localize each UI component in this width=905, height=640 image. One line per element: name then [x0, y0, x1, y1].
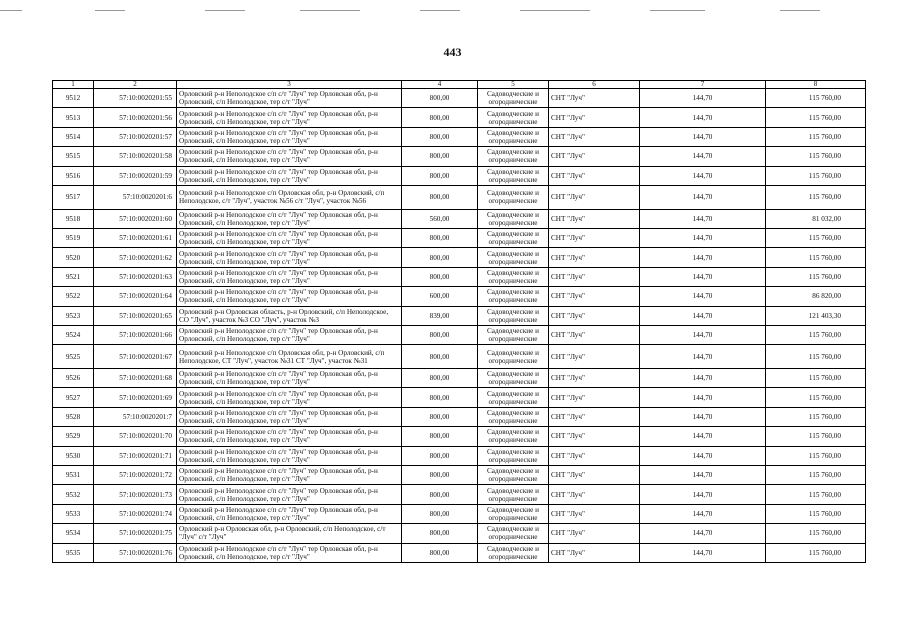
column-number: 2 [94, 81, 177, 89]
cadastral-number-cell: 57:10:0020201:55 [94, 89, 177, 108]
table-row [53, 108, 866, 127]
cadastral-number-cell: 57:10:0020201:70 [94, 427, 177, 446]
cadastral-value-cell: 115 760,00 [766, 407, 866, 426]
address-cell: Орловский р-н Неполодское с/п Орловская обл, р-н Орловский, с/п Неполодское, с/т "Луч", участок №56 с/т "Луч", участок №56 [177, 185, 402, 209]
cadastral-value-cell: 115 760,00 [766, 543, 866, 562]
rate-cell: 144,70 [640, 388, 766, 407]
organization-cell: СНТ "Луч" [549, 89, 640, 108]
cadastral-value-cell: 115 760,00 [766, 369, 866, 388]
land-use-cell: Садоводческие и огороднические [478, 306, 549, 325]
cadastral-number-cell: 57:10:0020201:72 [94, 466, 177, 485]
cadastral-value-cell: 115 760,00 [766, 504, 866, 523]
land-use-cell: Садоводческие и огороднические [478, 325, 549, 344]
table-row [53, 369, 866, 388]
row-number-cell: 9526 [53, 369, 94, 388]
area-cell: 800,00 [402, 248, 478, 267]
land-use-cell: Садоводческие и огороднические [478, 287, 549, 306]
page-number: 443 [443, 45, 462, 59]
address-cell: Орловский р-н Неполодское с/п с/т "Луч" тер Орловская обл, р-н Орловский, с/п Неполодское, тер с/т "Луч" [177, 325, 402, 344]
address-cell: Орловский р-н Неполодское с/п Орловская обл, р-н Орловский, с/п Неполодское, СТ "Луч", участок №31 СТ "Луч", участок №31 [177, 345, 402, 369]
cadastral-value-cell: 115 760,00 [766, 267, 866, 286]
land-use-cell: Садоводческие и огороднические [478, 267, 549, 286]
cadastral-value-cell: 115 760,00 [766, 229, 866, 248]
cadastral-value-cell: 81 032,00 [766, 209, 866, 228]
area-cell: 800,00 [402, 446, 478, 465]
land-use-cell: Садоводческие и огороднические [478, 388, 549, 407]
address-cell: Орловский р-н Неполодское с/п с/т "Луч" тер Орловская обл, р-н Орловский, с/п Неполодское, тер с/т "Луч" [177, 427, 402, 446]
area-cell: 800,00 [402, 325, 478, 344]
cadastral-value-cell: 115 760,00 [766, 427, 866, 446]
rate-cell: 144,70 [640, 407, 766, 426]
organization-cell: СНТ "Луч" [549, 325, 640, 344]
cadastral-number-cell: 57:10:0020201:61 [94, 229, 177, 248]
row-number-cell: 9517 [53, 185, 94, 209]
table-row [53, 166, 866, 185]
column-number: 3 [177, 81, 402, 89]
address-cell: Орловский р-н Неполодское с/п с/т "Луч" тер Орловская обл, р-н Орловский, с/п Неполодское, тер с/т "Луч" [177, 209, 402, 228]
area-cell: 800,00 [402, 388, 478, 407]
table-row [53, 446, 866, 465]
address-cell: Орловский р-н Неполодское с/п с/т "Луч" тер Орловская обл, р-н Орловский, с/п Неполодское, тер с/т "Луч" [177, 287, 402, 306]
cadastral-value-cell: 115 760,00 [766, 147, 866, 166]
organization-cell: СНТ "Луч" [549, 369, 640, 388]
row-number-cell: 9522 [53, 287, 94, 306]
row-number-cell: 9533 [53, 504, 94, 523]
address-cell: Орловский р-н Неполодское с/п с/т "Луч" тер Орловская обл, р-н Орловский, с/п Неполодское, тер с/т "Луч" [177, 504, 402, 523]
row-number-cell: 9515 [53, 147, 94, 166]
land-use-cell: Садоводческие и огороднические [478, 446, 549, 465]
cadastral-number-cell: 57:10:0020201:67 [94, 345, 177, 369]
rate-cell: 144,70 [640, 524, 766, 543]
table-row [53, 147, 866, 166]
area-cell: 839,00 [402, 306, 478, 325]
address-cell: Орловский р-н Орловская обл, р-н Орловский, с/п Неполодское, с/т "Луч" с/т "Луч" [177, 524, 402, 543]
table-row [53, 543, 866, 562]
table-row [53, 306, 866, 325]
organization-cell: СНТ "Луч" [549, 524, 640, 543]
land-use-cell: Садоводческие и огороднические [478, 166, 549, 185]
organization-cell: СНТ "Луч" [549, 427, 640, 446]
table-row [53, 325, 866, 344]
row-number-cell: 9512 [53, 89, 94, 108]
area-cell: 600,00 [402, 287, 478, 306]
rate-cell: 144,70 [640, 504, 766, 523]
address-cell: Орловский р-н Неполодское с/п с/т "Луч" тер Орловская обл, р-н Орловский, с/п Неполодское, тер с/т "Луч" [177, 248, 402, 267]
row-number-cell: 9534 [53, 524, 94, 543]
table-row [53, 485, 866, 504]
cadastral-value-cell: 115 760,00 [766, 127, 866, 146]
address-cell: Орловский р-н Неполодское с/п с/т "Луч" тер Орловская обл, р-н Орловский, с/п Неполодское, тер с/т "Луч" [177, 267, 402, 286]
area-cell: 800,00 [402, 466, 478, 485]
rate-cell: 144,70 [640, 369, 766, 388]
rate-cell: 144,70 [640, 89, 766, 108]
cadastral-value-cell: 115 760,00 [766, 485, 866, 504]
cadastral-number-cell: 57:10:0020201:59 [94, 166, 177, 185]
organization-cell: СНТ "Луч" [549, 267, 640, 286]
land-use-cell: Садоводческие и огороднические [478, 369, 549, 388]
organization-cell: СНТ "Луч" [549, 287, 640, 306]
address-cell: Орловский р-н Неполодское с/п с/т "Луч" тер Орловская обл, р-н Орловский, с/п Неполодское, тер с/т "Луч" [177, 369, 402, 388]
cadastral-number-cell: 57:10:0020201:73 [94, 485, 177, 504]
row-number-cell: 9527 [53, 388, 94, 407]
organization-cell: СНТ "Луч" [549, 127, 640, 146]
cadastral-value-cell: 115 760,00 [766, 325, 866, 344]
cadastral-number-cell: 57:10:0020201:71 [94, 446, 177, 465]
organization-cell: СНТ "Луч" [549, 388, 640, 407]
organization-cell: СНТ "Луч" [549, 248, 640, 267]
cadastral-number-cell: 57:10:0020201:6 [94, 185, 177, 209]
rate-cell: 144,70 [640, 248, 766, 267]
land-use-cell: Садоводческие и огороднические [478, 127, 549, 146]
cadastral-value-cell: 115 760,00 [766, 185, 866, 209]
cadastral-number-cell: 57:10:0020201:7 [94, 407, 177, 426]
cadastral-number-cell: 57:10:0020201:76 [94, 543, 177, 562]
column-number: 4 [402, 81, 478, 89]
cadastral-value-cell: 115 760,00 [766, 388, 866, 407]
scan-artifacts [0, 0, 905, 22]
area-cell: 800,00 [402, 543, 478, 562]
column-number: 5 [478, 81, 549, 89]
row-number-cell: 9529 [53, 427, 94, 446]
organization-cell: СНТ "Луч" [549, 504, 640, 523]
area-cell: 800,00 [402, 504, 478, 523]
land-use-cell: Садоводческие и огороднические [478, 248, 549, 267]
cadastral-value-cell: 115 760,00 [766, 446, 866, 465]
row-number-cell: 9530 [53, 446, 94, 465]
rate-cell: 144,70 [640, 108, 766, 127]
row-number-cell: 9521 [53, 267, 94, 286]
cadastral-value-cell: 115 760,00 [766, 166, 866, 185]
table-row [53, 388, 866, 407]
table-row [53, 524, 866, 543]
row-number-cell: 9525 [53, 345, 94, 369]
area-cell: 800,00 [402, 108, 478, 127]
cadastral-number-cell: 57:10:0020201:58 [94, 147, 177, 166]
row-number-cell: 9531 [53, 466, 94, 485]
area-cell: 800,00 [402, 166, 478, 185]
organization-cell: СНТ "Луч" [549, 147, 640, 166]
address-cell: Орловский р-н Неполодское с/п с/т "Луч" тер Орловская обл, р-н Орловский, с/п Неполодское, тер с/т "Луч" [177, 147, 402, 166]
address-cell: Орловский р-н Неполодское с/п с/т "Луч" тер Орловская обл, р-н Орловский, с/п Неполодское, тер с/т "Луч" [177, 166, 402, 185]
area-cell: 800,00 [402, 89, 478, 108]
rate-cell: 144,70 [640, 446, 766, 465]
area-cell: 560,00 [402, 209, 478, 228]
address-cell: Орловский р-н Неполодское с/п с/т "Луч" тер Орловская обл, р-н Орловский, с/п Неполодское, тер с/т "Луч" [177, 388, 402, 407]
rate-cell: 144,70 [640, 543, 766, 562]
column-number: 7 [640, 81, 766, 89]
table-row [53, 127, 866, 146]
organization-cell: СНТ "Луч" [549, 185, 640, 209]
area-cell: 800,00 [402, 407, 478, 426]
rate-cell: 144,70 [640, 229, 766, 248]
table-row [53, 185, 866, 209]
table-row [53, 345, 866, 369]
organization-cell: СНТ "Луч" [549, 543, 640, 562]
address-cell: Орловский р-н Неполодское с/п с/т "Луч" тер Орловская обл, р-н Орловский, с/п Неполодское, тер с/т "Луч" [177, 543, 402, 562]
cadastral-number-cell: 57:10:0020201:69 [94, 388, 177, 407]
rate-cell: 144,70 [640, 306, 766, 325]
cadastral-number-cell: 57:10:0020201:75 [94, 524, 177, 543]
cadastral-value-cell: 115 760,00 [766, 248, 866, 267]
cadastral-number-cell: 57:10:0020201:64 [94, 287, 177, 306]
cadastral-number-cell: 57:10:0020201:57 [94, 127, 177, 146]
area-cell: 800,00 [402, 185, 478, 209]
column-number: 6 [549, 81, 640, 89]
row-number-cell: 9524 [53, 325, 94, 344]
cadastral-value-cell: 115 760,00 [766, 108, 866, 127]
area-cell: 800,00 [402, 369, 478, 388]
address-cell: Орловский р-н Неполодское с/п с/т "Луч" тер Орловская обл, р-н Орловский, с/п Неполодское, тер с/т "Луч" [177, 89, 402, 108]
table-row [53, 407, 866, 426]
cadastral-number-cell: 57:10:0020201:63 [94, 267, 177, 286]
address-cell: Орловский р-н Неполодское с/п с/т "Луч" тер Орловская обл, р-н Орловский, с/п Неполодское, тер с/т "Луч" [177, 485, 402, 504]
land-use-cell: Садоводческие и огороднические [478, 209, 549, 228]
rate-cell: 144,70 [640, 209, 766, 228]
land-use-cell: Садоводческие и огороднические [478, 108, 549, 127]
column-number: 8 [766, 81, 866, 89]
organization-cell: СНТ "Луч" [549, 407, 640, 426]
row-number-cell: 9513 [53, 108, 94, 127]
column-number: 1 [53, 81, 94, 89]
rate-cell: 144,70 [640, 127, 766, 146]
land-use-cell: Садоводческие и огороднические [478, 504, 549, 523]
land-use-cell: Садоводческие и огороднические [478, 524, 549, 543]
address-cell: Орловский р-н Неполодское с/п с/т "Луч" тер Орловская обл, р-н Орловский, с/п Неполодское, тер с/т "Луч" [177, 127, 402, 146]
rate-cell: 144,70 [640, 345, 766, 369]
row-number-cell: 9516 [53, 166, 94, 185]
land-use-cell: Садоводческие и огороднические [478, 229, 549, 248]
rate-cell: 144,70 [640, 185, 766, 209]
rate-cell: 144,70 [640, 325, 766, 344]
table-row [53, 504, 866, 523]
cadastral-number-cell: 57:10:0020201:60 [94, 209, 177, 228]
organization-cell: СНТ "Луч" [549, 166, 640, 185]
cadastral-value-cell: 86 820,00 [766, 287, 866, 306]
land-use-cell: Садоводческие и огороднические [478, 147, 549, 166]
rate-cell: 144,70 [640, 147, 766, 166]
rate-cell: 144,70 [640, 267, 766, 286]
cadastral-number-cell: 57:10:0020201:66 [94, 325, 177, 344]
table-row [53, 209, 866, 228]
land-use-cell: Садоводческие и огороднические [478, 185, 549, 209]
row-number-cell: 9520 [53, 248, 94, 267]
row-number-cell: 9535 [53, 543, 94, 562]
cadastral-value-cell: 115 760,00 [766, 466, 866, 485]
address-cell: Орловский р-н Неполодское с/п с/т "Луч" тер Орловская обл, р-н Орловский, с/п Неполодское, тер с/т "Луч" [177, 466, 402, 485]
land-use-cell: Садоводческие и огороднические [478, 485, 549, 504]
organization-cell: СНТ "Луч" [549, 209, 640, 228]
rate-cell: 144,70 [640, 466, 766, 485]
table-row [53, 287, 866, 306]
organization-cell: СНТ "Луч" [549, 306, 640, 325]
organization-cell: СНТ "Луч" [549, 229, 640, 248]
area-cell: 800,00 [402, 345, 478, 369]
area-cell: 800,00 [402, 267, 478, 286]
cadastral-number-cell: 57:10:0020201:62 [94, 248, 177, 267]
row-number-cell: 9519 [53, 229, 94, 248]
table-row [53, 267, 866, 286]
cadastral-number-cell: 57:10:0020201:68 [94, 369, 177, 388]
area-cell: 800,00 [402, 229, 478, 248]
land-use-cell: Садоводческие и огороднические [478, 427, 549, 446]
cadastral-number-cell: 57:10:0020201:56 [94, 108, 177, 127]
table-row [53, 89, 866, 108]
row-number-cell: 9532 [53, 485, 94, 504]
area-cell: 800,00 [402, 147, 478, 166]
column-number-row [53, 81, 866, 89]
row-number-cell: 9523 [53, 306, 94, 325]
cadastral-value-cell: 115 760,00 [766, 524, 866, 543]
rate-cell: 144,70 [640, 427, 766, 446]
cadastral-number-cell: 57:10:0020201:74 [94, 504, 177, 523]
address-cell: Орловский р-н Неполодское с/п с/т "Луч" тер Орловская обл, р-н Орловский, с/п Неполодское, тер с/т "Луч" [177, 108, 402, 127]
row-number-cell: 9528 [53, 407, 94, 426]
area-cell: 800,00 [402, 524, 478, 543]
table-row [53, 248, 866, 267]
land-use-cell: Садоводческие и огороднические [478, 543, 549, 562]
cadastral-value-cell: 115 760,00 [766, 89, 866, 108]
address-cell: Орловский р-н Орловская область, р-н Орловский, с/п Неполодское, СО "Луч", участок №3 СО "Луч", участок №3 [177, 306, 402, 325]
address-cell: Орловский р-н Неполодское с/п с/т "Луч" тер Орловская обл, р-н Орловский, с/п Неполодское, тер с/т "Луч" [177, 446, 402, 465]
address-cell: Орловский р-н Неполодское с/п с/т "Луч" тер Орловская обл, р-н Орловский, с/п Неполодское, тер с/т "Луч" [177, 407, 402, 426]
table-row [53, 427, 866, 446]
rate-cell: 144,70 [640, 287, 766, 306]
land-use-cell: Садоводческие и огороднические [478, 407, 549, 426]
table-row [53, 229, 866, 248]
area-cell: 800,00 [402, 485, 478, 504]
organization-cell: СНТ "Луч" [549, 446, 640, 465]
row-number-cell: 9514 [53, 127, 94, 146]
area-cell: 800,00 [402, 127, 478, 146]
organization-cell: СНТ "Луч" [549, 345, 640, 369]
land-registry-table [52, 80, 866, 563]
address-cell: Орловский р-н Неполодское с/п с/т "Луч" тер Орловская обл, р-н Орловский, с/п Неполодское, тер с/т "Луч" [177, 229, 402, 248]
area-cell: 800,00 [402, 427, 478, 446]
land-use-cell: Садоводческие и огороднические [478, 89, 549, 108]
organization-cell: СНТ "Луч" [549, 466, 640, 485]
organization-cell: СНТ "Луч" [549, 108, 640, 127]
rate-cell: 144,70 [640, 485, 766, 504]
table-row [53, 466, 866, 485]
cadastral-value-cell: 121 403,30 [766, 306, 866, 325]
rate-cell: 144,70 [640, 166, 766, 185]
row-number-cell: 9518 [53, 209, 94, 228]
land-use-cell: Садоводческие и огороднические [478, 466, 549, 485]
organization-cell: СНТ "Луч" [549, 485, 640, 504]
cadastral-value-cell: 115 760,00 [766, 345, 866, 369]
land-use-cell: Садоводческие и огороднические [478, 345, 549, 369]
cadastral-number-cell: 57:10:0020201:65 [94, 306, 177, 325]
